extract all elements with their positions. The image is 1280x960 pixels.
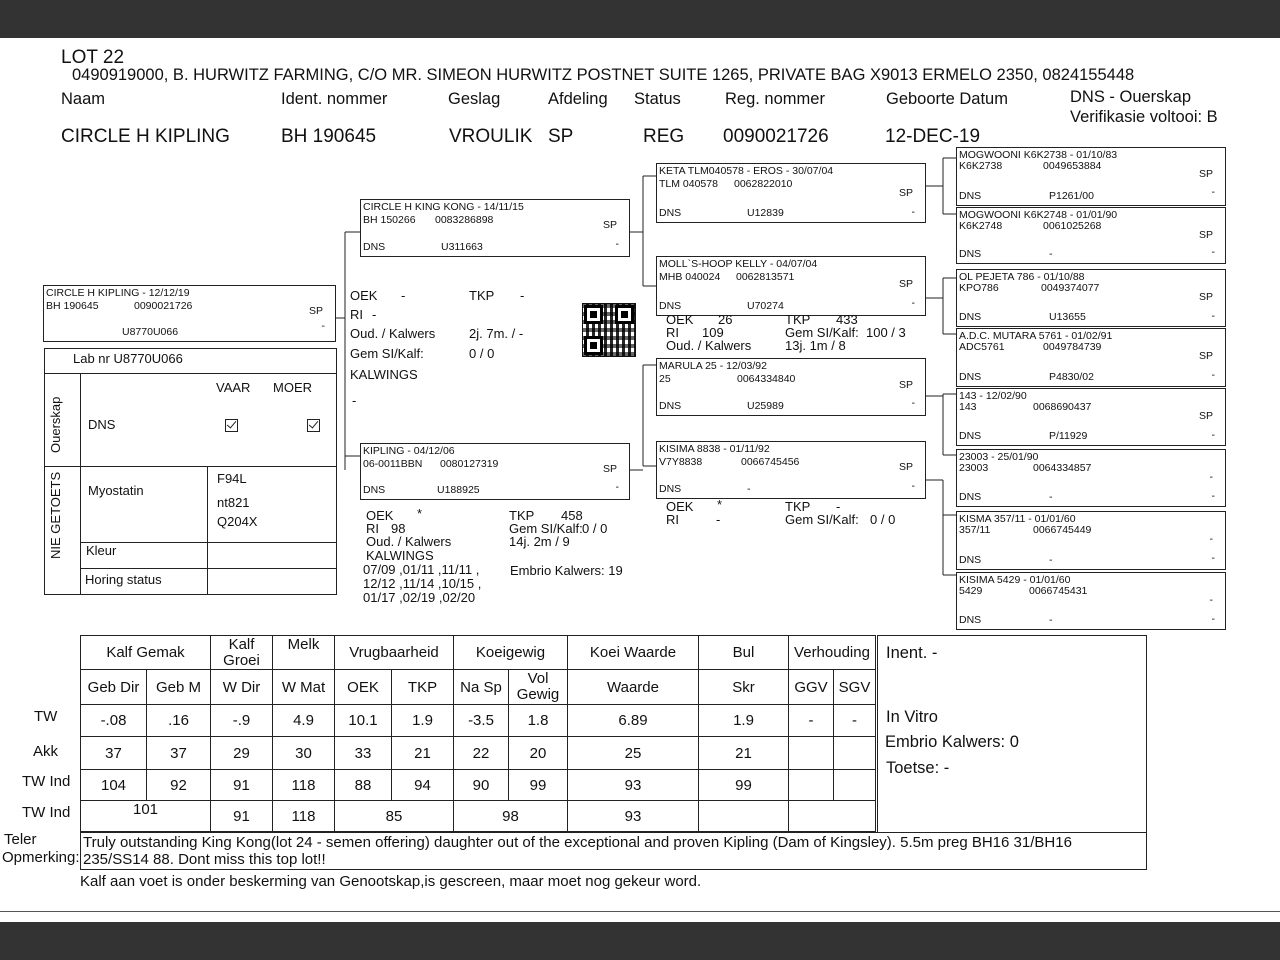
- header-naam: Naam: [61, 90, 106, 108]
- table-cell: -: [789, 705, 834, 737]
- ggp-reg: 0049784739: [1043, 341, 1102, 353]
- kelly-oud-label: Oud. / Kalwers: [666, 338, 752, 353]
- table-row: [81, 770, 876, 801]
- gp-reg: 0064334840: [737, 373, 796, 385]
- animal-ident: BH 190645: [281, 126, 377, 147]
- ggp-id: ADC5761: [959, 341, 1005, 353]
- table-cell: -: [834, 705, 876, 737]
- gp-sp: SP: [898, 278, 913, 290]
- kelly-oek-label: OEK: [666, 312, 694, 327]
- gp-reg: 0062813571: [736, 271, 795, 283]
- sire-gem-value: 0 / 0: [469, 346, 495, 361]
- gp-dns: DNS: [659, 483, 682, 495]
- ggp-code: -: [1049, 554, 1053, 566]
- header-afdeling: Afdeling: [548, 90, 608, 108]
- ggp-dns: DNS: [959, 311, 982, 323]
- table-cell: [834, 770, 876, 801]
- table-cell: 25: [568, 737, 699, 770]
- header-reg: Reg. nommer: [725, 90, 825, 108]
- table-cell: 21: [392, 737, 454, 770]
- ggp-sp: SP: [1198, 291, 1213, 303]
- teler-label: Teler: [4, 831, 37, 848]
- group-bul: Bul: [699, 636, 789, 670]
- table-cell: 118: [273, 770, 335, 801]
- table-cell: 10.1: [335, 705, 392, 737]
- moer-dns-checkbox[interactable]: [307, 419, 320, 432]
- row-label-tw-ind-2: TW Ind: [22, 804, 71, 821]
- sire-tkp-label: TKP: [469, 288, 495, 303]
- gp-sp: SP: [898, 461, 913, 473]
- kelly-gem-label: Gem SI/Kalf:: [785, 325, 859, 340]
- table-cell: 37: [81, 737, 147, 770]
- table-cell: 6.89: [568, 705, 699, 737]
- dam-gem-label: Gem SI/Kalf:: [509, 521, 583, 536]
- moer-header: MOER: [273, 380, 312, 395]
- bottom-dark-bar: [0, 922, 1280, 960]
- dam-oek-value: *: [417, 506, 423, 521]
- col-header: Vol Gewig: [509, 670, 568, 705]
- ggp-reg: 0049374077: [1041, 282, 1100, 294]
- row-label-tw-ind: TW Ind: [22, 773, 71, 790]
- divider: [207, 466, 208, 594]
- kelly-gem-value: 100 / 3: [866, 325, 906, 340]
- sire-dash: -: [615, 238, 619, 250]
- ouerskap-label: Ouerskap: [48, 396, 63, 453]
- table-cell: 85: [335, 801, 454, 832]
- ggp-id: 143: [959, 401, 977, 413]
- ggp-sp: SP: [1198, 410, 1213, 422]
- dam-oud-value: 14j. 2m / 9: [509, 534, 570, 549]
- ggp-id: 5429: [959, 585, 983, 597]
- table-cell: 104: [81, 770, 147, 801]
- ggp-dns: DNS: [959, 614, 982, 626]
- kelly-ri-value: 109: [702, 325, 724, 340]
- ggp-sp: -: [1209, 594, 1213, 606]
- ggp-id: KPO786: [959, 282, 999, 294]
- row-label-tw: TW: [34, 708, 58, 725]
- dam-embrio-kalwers: Embrio Kalwers: 19: [510, 563, 623, 578]
- table-cell: 94: [392, 770, 454, 801]
- row-label-akk: Akk: [33, 743, 59, 760]
- gp-code: U70274: [747, 300, 784, 312]
- table-cell: 21: [699, 737, 789, 770]
- great-grandparent-box: [956, 388, 1226, 446]
- table-cell: 22: [454, 737, 509, 770]
- gp-reg: 0066745456: [741, 456, 800, 468]
- col-header: GGV: [789, 670, 834, 705]
- subject-code: U8770U066: [122, 326, 179, 338]
- gp-title: KETA TLM040578 - EROS - 30/07/04: [659, 165, 834, 177]
- table-cell: 90: [454, 770, 509, 801]
- gp-dash: -: [911, 480, 915, 492]
- table-cell: 99: [699, 770, 789, 801]
- lab-results-box: [44, 348, 337, 595]
- ggp-dash: -: [1211, 613, 1215, 625]
- header-geboorte: Geboorte Datum: [886, 90, 1008, 108]
- owner-line: 0490919000, B. HURWITZ FARMING, C/O MR. SIMEON HURWITZ POSTNET SUITE 1265, PRIVATE BAG X9013 ERMELO 2350, 0824155448: [72, 66, 1135, 84]
- vaar-dns-checkbox[interactable]: [225, 419, 238, 432]
- ggp-code: P1261/00: [1049, 190, 1094, 202]
- gp-dash: -: [911, 397, 915, 409]
- gp-dns: DNS: [659, 300, 682, 312]
- divider: [80, 568, 336, 569]
- ggp-id: K6K2748: [959, 220, 1003, 232]
- footer-note: Kalf aan voet is onder beskerming van Genootskap,is gescreen, maar moet nog gekeur word.: [80, 873, 702, 890]
- gp-reg: 0062822010: [734, 178, 793, 190]
- kelly-tkp-label: TKP: [785, 312, 811, 327]
- ggp-reg: 0064334857: [1033, 462, 1092, 474]
- table-cell: 37: [147, 737, 211, 770]
- ggp-dns: DNS: [959, 554, 982, 566]
- ggp-title: KISIMA 5429 - 01/01/60: [959, 574, 1071, 586]
- sire-title: CIRCLE H KING KONG - 14/11/15: [363, 201, 524, 213]
- myostatin-f94l: F94L: [217, 471, 247, 486]
- animal-sex: VROULIK: [449, 126, 533, 147]
- subject-title: CIRCLE H KIPLING - 12/12/19: [46, 287, 190, 299]
- myostatin-label: Myostatin: [88, 483, 144, 498]
- sire-oek-value: -: [401, 288, 406, 303]
- table-cell: 1.9: [699, 705, 789, 737]
- group-vrugbaarheid: Vrugbaarheid: [335, 636, 454, 670]
- table-cell: [789, 801, 876, 832]
- grandparent-box: [656, 358, 926, 416]
- header-dns-ouerskap: DNS - Ouerskap: [1070, 88, 1192, 106]
- col-header: W Dir: [211, 670, 273, 705]
- sire-id: BH 150266: [363, 214, 416, 226]
- col-header: Na Sp: [454, 670, 509, 705]
- col-header: Waarde: [568, 670, 699, 705]
- header-ident: Ident. nommer: [281, 90, 388, 108]
- col-header: TKP: [392, 670, 454, 705]
- subject-sp: SP: [308, 305, 323, 317]
- kisima-oek-value: *: [717, 497, 723, 512]
- horing-status-label: Horing status: [85, 572, 162, 587]
- ggp-code: U13655: [1049, 311, 1086, 323]
- group-kalf-gemak: Kalf Gemak: [81, 636, 211, 670]
- gp-title: MOLL`S-HOOP KELLY - 04/07/04: [659, 258, 818, 270]
- gp-id: V7Y8838: [659, 456, 703, 468]
- sire-oud-value: 2j. 7m. / -: [469, 326, 524, 341]
- gp-code: U25989: [747, 400, 784, 412]
- gp-id: 25: [659, 373, 671, 385]
- dam-sp: SP: [602, 463, 617, 475]
- col-header: W Mat: [273, 670, 335, 705]
- kisima-ri-value: -: [716, 512, 721, 527]
- dam-oek-label: OEK: [366, 508, 394, 523]
- gp-dns: DNS: [659, 207, 682, 219]
- ggp-sp: SP: [1198, 168, 1213, 180]
- subject-pedigree-box: [43, 285, 336, 342]
- sire-tkp-value: -: [520, 288, 525, 303]
- subject-id: BH 190645: [46, 300, 99, 312]
- ggp-dns: DNS: [959, 430, 982, 442]
- ggp-sp: SP: [1198, 229, 1213, 241]
- gp-title: KISIMA 8838 - 01/11/92: [659, 443, 770, 455]
- ggp-dash: -: [1211, 429, 1215, 441]
- verifikasie-status: Verifikasie voltooi: B: [1070, 108, 1218, 126]
- table-cell: -.9: [211, 705, 273, 737]
- dam-kalwings-dates-1: 07/09 ,01/11 ,11/11 ,: [363, 562, 480, 577]
- header-geslag: Geslag: [448, 90, 501, 108]
- sire-sp: SP: [602, 219, 617, 231]
- ggp-code: -: [1049, 614, 1053, 626]
- kelly-oud-value: 13j. 1m / 8: [785, 338, 846, 353]
- ggp-dns: DNS: [959, 248, 982, 260]
- animal-birthdate: 12-DEC-19: [885, 126, 981, 147]
- ggp-sp: -: [1209, 471, 1213, 483]
- subject-reg: 0090021726: [134, 300, 193, 312]
- divider: [80, 373, 81, 594]
- animal-reg: 0090021726: [723, 126, 829, 147]
- table-cell: 88: [335, 770, 392, 801]
- ggp-code: P/11929: [1049, 430, 1088, 442]
- comment-line-2: 235/SS14 88. Dont miss this top lot!!: [83, 851, 326, 868]
- table-cell: 91: [211, 801, 273, 832]
- sire-oud-label: Oud. / Kalwers: [350, 326, 436, 341]
- subject-dash: -: [321, 320, 325, 332]
- ggp-dns: DNS: [959, 491, 982, 503]
- kisima-oek-label: OEK: [666, 499, 694, 514]
- group-koeigewig: Koeigewig: [454, 636, 568, 670]
- dam-tkp-value: 458: [561, 508, 583, 523]
- kelly-tkp-value: 433: [836, 312, 858, 327]
- grandparent-box: [656, 163, 926, 223]
- myostatin-nt821: nt821: [217, 495, 250, 510]
- col-header: SGV: [834, 670, 876, 705]
- animal-name: CIRCLE H KIPLING: [61, 126, 230, 147]
- table-cell: [834, 737, 876, 770]
- table-row-index: [81, 801, 876, 832]
- dam-gem-value: 0 / 0: [582, 521, 608, 536]
- myostatin-q204x: Q204X: [217, 514, 258, 529]
- gp-sp: SP: [898, 187, 913, 199]
- kisima-ri-label: RI: [666, 512, 679, 527]
- great-grandparent-box: [956, 511, 1226, 570]
- ggp-dash: -: [1211, 369, 1215, 381]
- table-cell: 1.9: [392, 705, 454, 737]
- table-cell: 93: [568, 770, 699, 801]
- nie-getoets-label: NIE GETOETS: [48, 471, 63, 559]
- embrio-kalwers-label: Embrio Kalwers: 0: [885, 733, 1019, 751]
- table-cell: [789, 737, 834, 770]
- comment-line-1: Truly outstanding King Kong(lot 24 - semen offering) daughter out of the exceptional and proven Kipling (Dam of Kingsley). 5.5m preg BH16 31/BH16: [83, 834, 1072, 851]
- kisima-gem-label: Gem SI/Kalf:: [785, 512, 859, 527]
- dam-reg: 0080127319: [440, 458, 499, 470]
- sire-oek-label: OEK: [350, 288, 378, 303]
- gp-dash: -: [911, 206, 915, 218]
- ggp-reg: 0049653884: [1043, 160, 1102, 172]
- col-header: Geb Dir: [81, 670, 147, 705]
- table-cell: 20: [509, 737, 568, 770]
- great-grandparent-box: [956, 328, 1226, 387]
- ggp-sp: SP: [1198, 350, 1213, 362]
- divider: [45, 466, 336, 467]
- divider: [80, 542, 336, 543]
- ggp-sp: -: [1209, 533, 1213, 545]
- col-header: Skr: [699, 670, 789, 705]
- ggp-id: 23003: [959, 462, 989, 474]
- animal-status: REG: [643, 126, 685, 147]
- table-cell: 118: [273, 801, 335, 832]
- dam-id: 06-0011BBN: [363, 458, 423, 470]
- sire-kalwings-value: -: [352, 393, 357, 408]
- gp-title: MARULA 25 - 12/03/92: [659, 360, 767, 372]
- table-cell: 1.8: [509, 705, 568, 737]
- table-cell: [789, 770, 834, 801]
- ggp-dash: -: [1211, 246, 1215, 258]
- table-cell: 30: [273, 737, 335, 770]
- dam-kalwings-label: KALWINGS: [366, 548, 434, 563]
- ggp-reg: 0066745449: [1033, 524, 1092, 536]
- dam-kalwings-dates-3: 01/17 ,02/19 ,02/20: [363, 590, 476, 605]
- ggp-title: A.D.C. MUTARA 5761 - 01/02/91: [959, 330, 1113, 342]
- vaar-header: VAAR: [216, 380, 251, 395]
- dam-kalwings-dates-2: 12/12 ,11/14 ,10/15 ,: [363, 576, 482, 591]
- ggp-code: -: [1049, 491, 1053, 503]
- table-cell: 92: [147, 770, 211, 801]
- great-grandparent-box: [956, 572, 1226, 630]
- dam-dns: DNS: [363, 484, 386, 496]
- dam-ri-value: 98: [391, 521, 406, 536]
- grandparent-box: [656, 256, 926, 316]
- ggp-reg: 0061025268: [1043, 220, 1102, 232]
- header-status: Status: [634, 90, 681, 108]
- ggp-reg: 0066745431: [1029, 585, 1088, 597]
- kelly-ri-label: RI: [666, 325, 679, 340]
- ggp-title: 143 - 12/02/90: [959, 390, 1027, 402]
- sire-code: U311663: [441, 241, 483, 253]
- sire-reg: 0083286898: [435, 214, 494, 226]
- table-row: [81, 705, 876, 737]
- ggp-id: K6K2738: [959, 160, 1003, 172]
- gp-sp: SP: [898, 379, 913, 391]
- table-cell: 33: [335, 737, 392, 770]
- ggp-dash: -: [1211, 310, 1215, 322]
- ggp-dash: -: [1211, 186, 1215, 198]
- dam-dash: -: [615, 481, 619, 493]
- ggp-title: KISMA 357/11 - 01/01/60: [959, 513, 1076, 525]
- table-cell: 101: [81, 801, 211, 832]
- ggp-code: -: [1049, 248, 1053, 260]
- dam-oud-label: Oud. / Kalwers: [366, 534, 452, 549]
- col-header: Geb M: [147, 670, 211, 705]
- dam-ri-label: RI: [366, 521, 379, 536]
- grandparent-box: [656, 441, 926, 499]
- table-cell: 91: [211, 770, 273, 801]
- gp-code: -: [747, 483, 751, 495]
- gp-id: MHB 040024: [659, 271, 721, 283]
- sire-pedigree-box: [360, 199, 630, 257]
- ggp-title: MOGWOONI K6K2748 - 01/01/90: [959, 209, 1118, 221]
- sire-gem-label: Gem SI/Kalf:: [350, 346, 424, 361]
- sire-dns: DNS: [363, 241, 386, 253]
- in-vitro-label: In Vitro: [886, 708, 938, 726]
- ggp-title: MOGWOONI K6K2738 - 01/10/83: [959, 149, 1118, 161]
- table-cell: -.08: [81, 705, 147, 737]
- sire-ri-label: RI: [350, 307, 363, 322]
- gp-dash: -: [911, 297, 915, 309]
- great-grandparent-box: [956, 147, 1226, 206]
- table-cell: -3.5: [454, 705, 509, 737]
- inent-label: Inent. -: [886, 644, 938, 662]
- gp-dns: DNS: [659, 400, 682, 412]
- ggp-id: 357/11: [959, 524, 991, 536]
- qr-code-icon: [582, 303, 636, 357]
- dam-title: KIPLING - 04/12/06: [363, 445, 455, 457]
- dam-code: U188925: [437, 484, 480, 496]
- opmerking-label: Opmerking:: [2, 849, 80, 866]
- gp-code: U12839: [747, 207, 784, 219]
- group-koei-waarde: Koei Waarde: [568, 636, 699, 670]
- table-cell: [699, 801, 789, 832]
- great-grandparent-box: [956, 207, 1226, 264]
- table-row: [81, 737, 876, 770]
- col-header: OEK: [335, 670, 392, 705]
- kleur-label: Kleur: [86, 543, 117, 558]
- ggp-title: OL PEJETA 786 - 01/10/88: [959, 271, 1085, 283]
- ggp-dns: DNS: [959, 190, 982, 202]
- performance-table: [80, 635, 876, 832]
- kisima-tkp-label: TKP: [785, 499, 811, 514]
- divider: [45, 373, 336, 374]
- table-cell: 4.9: [273, 705, 335, 737]
- kisima-gem-value: 0 / 0: [870, 512, 896, 527]
- ggp-dash: -: [1211, 552, 1215, 564]
- great-grandparent-box: [956, 449, 1226, 507]
- group-melk: Melk: [273, 636, 335, 670]
- lab-number: Lab nr U8770U066: [73, 351, 183, 366]
- table-cell: 98: [454, 801, 568, 832]
- sire-kalwings-label: KALWINGS: [350, 367, 418, 382]
- comment-box: [80, 832, 1147, 870]
- great-grandparent-box: [956, 269, 1226, 327]
- top-dark-bar: [0, 0, 1280, 38]
- gp-id: TLM 040578: [659, 178, 718, 190]
- ggp-reg: 0068690437: [1033, 401, 1092, 413]
- table-group-row: [81, 636, 876, 670]
- ggp-dns: DNS: [959, 371, 982, 383]
- group-verhouding: Verhouding: [789, 636, 876, 670]
- table-cell: .16: [147, 705, 211, 737]
- side-info-box: [877, 635, 1147, 834]
- bottom-rule: [0, 911, 1280, 912]
- kisima-tkp-value: -: [836, 499, 841, 514]
- ggp-dash: -: [1211, 490, 1215, 502]
- table-cell: 99: [509, 770, 568, 801]
- ggp-code: P4830/02: [1049, 371, 1094, 383]
- dam-pedigree-box: [360, 443, 630, 500]
- sire-ri-value: -: [372, 307, 377, 322]
- table-header-row: [81, 670, 876, 705]
- lot-number: LOT 22: [61, 47, 125, 68]
- animal-section: SP: [548, 126, 574, 147]
- dam-tkp-label: TKP: [509, 508, 535, 523]
- toetse-label: Toetse: -: [886, 759, 950, 777]
- dns-label: DNS: [88, 417, 116, 432]
- ggp-title: 23003 - 25/01/90: [959, 451, 1039, 463]
- group-kalf-groei: Kalf Groei: [211, 636, 273, 670]
- table-cell: 29: [211, 737, 273, 770]
- kelly-oek-value: 26: [718, 312, 733, 327]
- table-cell: 93: [568, 801, 699, 832]
